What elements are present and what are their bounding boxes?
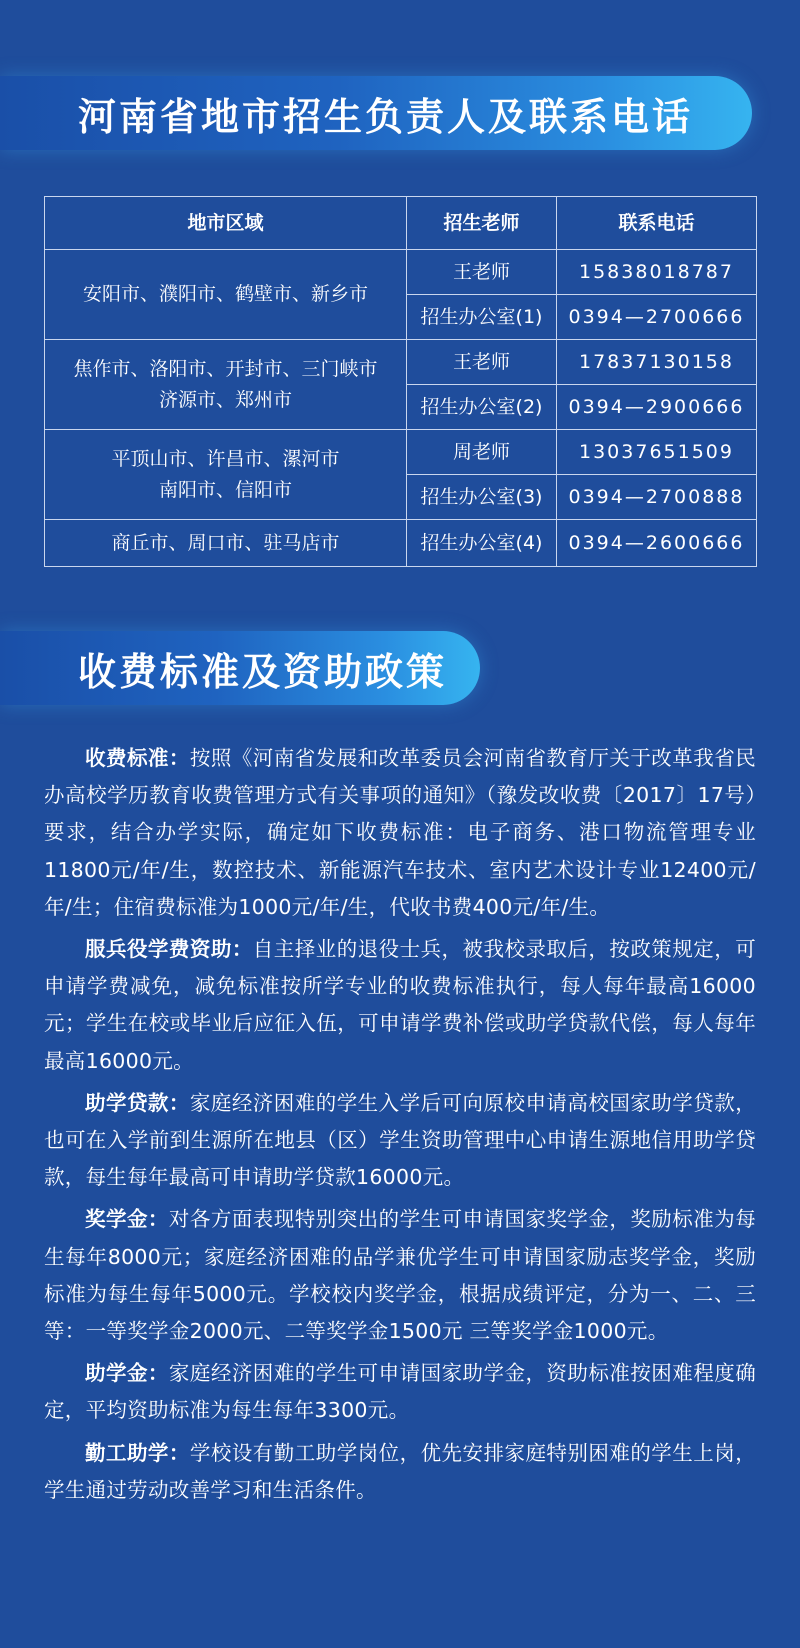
paragraph-text: 家庭经济困难的学生可申请国家助学金，资助标准按困难程度确定，平均资助标准为每生每年3300元。 [44, 1361, 756, 1423]
policy-text-block [44, 740, 756, 1514]
region-line: 济源市、郑州市 [158, 388, 292, 411]
paragraph-text: 学校设有勤工助学岗位，优先安排家庭特别困难的学生上岗，学生通过劳动改善学习和生活条件。 [44, 1440, 756, 1502]
table-row [45, 520, 757, 567]
teacher-cell: 周老师 [407, 430, 557, 475]
phone-cell: 0394—2900666 [557, 385, 757, 430]
phone-cell: 0394—2700888 [557, 475, 757, 520]
region-line: 安阳市、濮阳市、鹤壁市、新乡市 [82, 283, 368, 306]
phone-cell: 0394—2700666 [557, 295, 757, 340]
teacher-cell: 招生办公室(1) [407, 295, 557, 340]
section-title-fees: 收费标准及资助政策 [78, 649, 448, 694]
policy-paragraph-grant [44, 1355, 756, 1429]
paragraph-text: 对各方面表现特别突出的学生可申请国家奖学金，奖励标准为每生每年8000元；家庭经济困难的品学兼优学生可申请国家励志奖学金，奖励标准为每生每年5000元。学校校内奖学金，根据成绩评定，分为一、二、三等：一等奖学金2000元、二等奖学金1500元 三等奖学金1000元。 [44, 1207, 756, 1344]
region-cell [45, 520, 407, 567]
phone-cell: 0394—2600666 [557, 520, 757, 567]
section-title-contacts: 河南省地市招生负责人及联系电话 [78, 94, 694, 139]
policy-paragraph-scholarship [44, 1201, 756, 1350]
region-line: 平顶山市、许昌市、漯河市 [111, 448, 340, 471]
region-cell [45, 430, 407, 520]
policy-paragraph-tuition [44, 740, 756, 926]
paragraph-label: 服兵役学费资助： [85, 937, 253, 962]
paragraph-label: 勤工助学： [85, 1440, 190, 1465]
region-line: 南阳市、信阳市 [158, 478, 292, 501]
section-banner-fees [0, 631, 480, 705]
teacher-cell: 招生办公室(2) [407, 385, 557, 430]
table-header-row [45, 197, 757, 250]
policy-paragraph-work-study [44, 1435, 756, 1509]
paragraph-text: 自主择业的退役士兵，被我校录取后，按政策规定，可申请学费减免，减免标准按所学专业的收费标准执行，每人每年最高16000元；学生在校或毕业后应征入伍，可申请学费补偿或助学贷款代偿，每人每年最高16000元。 [44, 937, 756, 1073]
paragraph-label: 奖学金： [85, 1207, 169, 1232]
paragraph-label: 收费标准： [85, 746, 190, 770]
region-cell [45, 250, 407, 340]
section-banner-contacts [0, 76, 752, 150]
column-header-teacher: 招生老师 [407, 197, 557, 250]
contacts-table [44, 196, 757, 567]
teacher-cell: 招生办公室(4) [407, 520, 557, 567]
phone-cell: 13037651509 [557, 430, 757, 475]
policy-paragraph-loan [44, 1085, 756, 1197]
column-header-phone: 联系电话 [557, 197, 757, 250]
teacher-cell: 王老师 [407, 340, 557, 385]
region-cell [45, 340, 407, 430]
table-row [45, 340, 757, 385]
paragraph-text: 按照《河南省发展和改革委员会河南省教育厅关于改革我省民办高校学历教育收费管理方式有关事项的通知》（豫发改收费〔2017〕17号）要求，结合办学实际，确定如下收费标准：电子商务、港口物流管理专业11800元/年/生，数控技术、新能源汽车技术、室内艺术设计专业12400元/年/生；住宿费标准为1000元/年/生，代收书费400元/年/生。 [44, 746, 756, 919]
column-header-region: 地市区域 [45, 197, 407, 250]
paragraph-text: 家庭经济困难的学生入学后可向原校申请高校国家助学贷款，也可在入学前到生源所在地县（区）学生资助管理中心申请生源地信用助学贷款，每生每年最高可申请助学贷款16000元。 [44, 1090, 756, 1190]
policy-paragraph-military [44, 931, 756, 1080]
table-row [45, 250, 757, 295]
region-line: 焦作市、洛阳市、开封市、三门峡市 [73, 358, 378, 381]
region-line: 商丘市、周口市、驻马店市 [111, 531, 340, 554]
paragraph-label: 助学贷款： [85, 1090, 190, 1115]
phone-cell: 17837130158 [557, 340, 757, 385]
phone-cell: 15838018787 [557, 250, 757, 295]
teacher-cell: 王老师 [407, 250, 557, 295]
teacher-cell: 招生办公室(3) [407, 475, 557, 520]
table-row [45, 430, 757, 475]
paragraph-label: 助学金： [85, 1361, 169, 1386]
